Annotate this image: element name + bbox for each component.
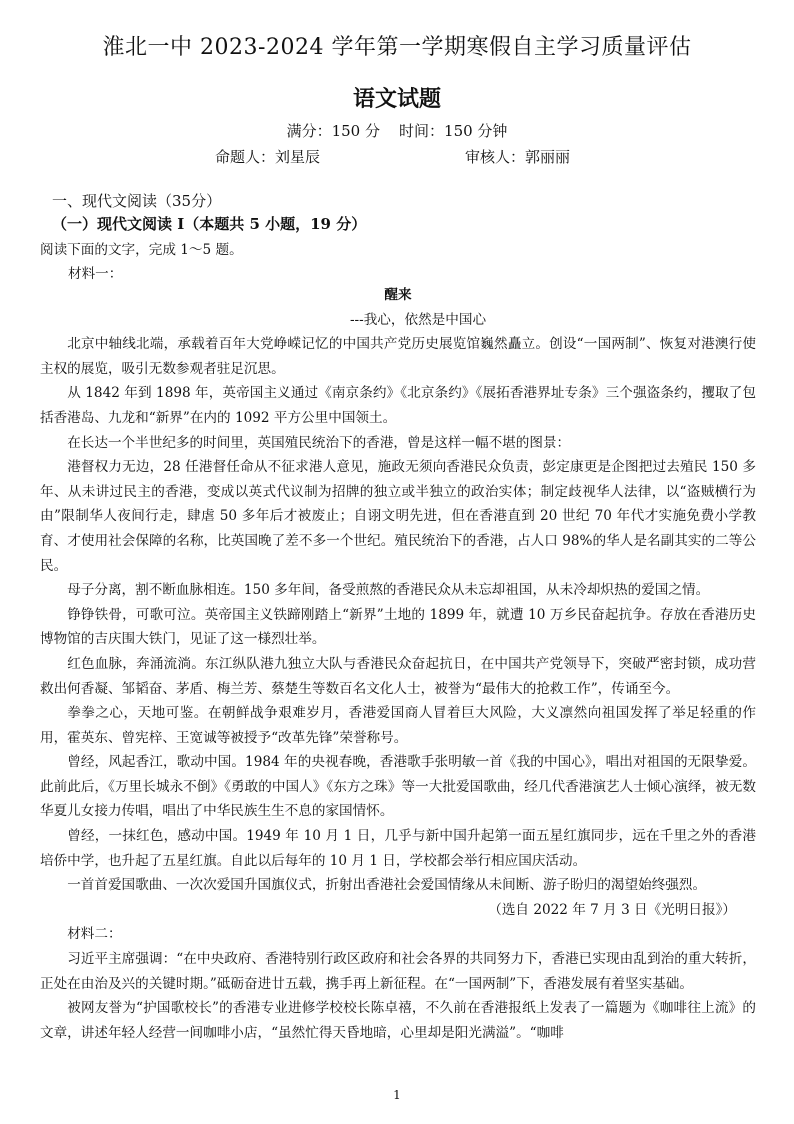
paragraph: 从 1842 年到 1898 年，英帝国主义通过《南京条约》《北京条约》《展拓香港界址专条》三个强盗条约，攫取了包括香港岛、九龙和“新界”在内的 1092 平方公里中国领土。 — [40, 385, 756, 426]
author: 命题人：刘星辰 — [215, 148, 321, 166]
paragraph: 红色血脉，奔涌流淌。东江纵队港九独立大队与香港民众奋起抗日，在中国共产党领导下，突破严密封锁，成功营救出何香凝、邹韬奋、茅盾、梅兰芳、蔡楚生等数百名文化人士，被誉为“最伟大的抢救工作”，传诵至今。 — [40, 655, 756, 697]
score-time: 满分：150 分 时间：150 分钟 — [286, 122, 508, 140]
exam-subtitle: 语文试题 — [352, 86, 441, 112]
paragraph: 一首首爱国歌曲、一次次爱国升国旗仪式，折射出香港社会爱国情缘从未间断、游子盼归的渴望始终强烈。 — [67, 877, 707, 894]
material-label: 材料一： — [68, 266, 123, 282]
material-label-2: 材料二： — [67, 926, 122, 943]
paragraph: 港督权力无边，28 任港督任命从不征求港人意见，施政无须向香港民众负责，彭定康更是企图把过去殖民 150 多年、从未讲过民主的香港，变成以英式代议制为招牌的独立或半独立的政治实体；制定歧视华人法律，以“盗贼横行为由”限制华人夜间行走，肆虐 50 多年后才被废止；自诩文明先进，但在香港直到 20 世纪 70 年代才实施免费小学教育、才使用社会保障的名称，比英国晚了差不多一个世纪。殖民统治下的香港，占人口 98%的华人是名副其实的二等公民。 — [40, 459, 756, 574]
paragraph: 北京中轴线北端，承载着百年大党峥嵘记忆的中国共产党历史展览馆巍然矗立。创设“一国两制”、恢复对港澳行使主权的展览，吸引无数参观者驻足沉思。 — [40, 336, 756, 377]
paragraph: 在长达一个半世纪多的时间里，英国殖民统治下的香港，曾是这样一幅不堪的图景： — [67, 434, 571, 451]
article-body — [40, 283, 756, 1045]
article-epigraph: ---我心，依然是中国心 — [349, 311, 487, 328]
page-number: 1 — [393, 1088, 401, 1102]
article-heading: 醒来 — [384, 287, 412, 303]
paragraph: 拳拳之心，天地可鉴。在朝鲜战争艰难岁月，香港爱国商人冒着巨大风险，大义凛然向祖国发挥了举足轻重的作用，霍英东、曾宪梓、王宽诚等被授予“改革先锋”荣誉称号。 — [40, 705, 756, 746]
paragraph: 被网友誉为“护国歌校长”的香港专业进修学校校长陈卓禧，不久前在香港报纸上发表了一篇题为《咖啡往上流》的文章，讲述年轻人经营一间咖啡小店，“虽然忙得天昏地暗，心里却是阳光满溢”。“咖啡 — [40, 1000, 756, 1041]
reviewer: 审核人：郭丽丽 — [465, 148, 571, 166]
instruction: 阅读下面的文字，完成 1～5 题。 — [40, 242, 243, 258]
exam-title: 淮北一中 2023-2024 学年第一学期寒假自主学习质量评估 — [102, 35, 692, 60]
section-heading: 一、现代文阅读（35分） — [52, 192, 222, 210]
paragraph: 习近平主席强调：“在中央政府、香港特别行政区政府和社会各界的共同努力下，香港已实现由乱到治的重大转折，正处在由治及兴的关键时期。”砥砺奋进廿五载，携手再上新征程。在“一国两制”下，香港发展有着坚实基础。 — [40, 951, 756, 992]
paragraph: 曾经，一抹红色，感动中国。1949 年 10 月 1 日，几乎与新中国升起第一面五星红旗同步，远在千里之外的香港培侨中学，也升起了五星红旗。自此以后每年的 10 月 1 日，学校都会举行相应国庆活动。 — [40, 828, 756, 869]
article-source: （选自 2022 年 7 月 3 日《光明日报》） — [488, 901, 736, 918]
paragraph: 铮铮铁骨，可歌可泣。英帝国主义铁蹄刚踏上“新界”土地的 1899 年，就遭 10 万乡民奋起抗争。存放在香港历史博物馆的吉庆围大铁门，见证了这一様烈壮举。 — [40, 606, 756, 648]
subsection-heading: （一）现代文阅读 I（本题共 5 小题，19 分） — [52, 215, 367, 233]
paragraph: 母子分离，割不断血脉相连。150 多年间，备受煎熬的香港民众从未忘却祖国，从未冷却炽热的爱国之情。 — [67, 582, 710, 599]
paragraph: 曾经，风起香江，歌动中国。1984 年的央视春晚，香港歌手张明敏一首《我的中国心》，唱出对祖国的无限挚爱。此前此后，《万里长城永不倒》《勇敢的中国人》《东方之珠》等一大批爱国歌曲，经几代香港演艺人士倾心演绎，被无数华夏儿女接力传唱，唱出了中华民族生生不息的家国情怀。 — [40, 754, 756, 820]
